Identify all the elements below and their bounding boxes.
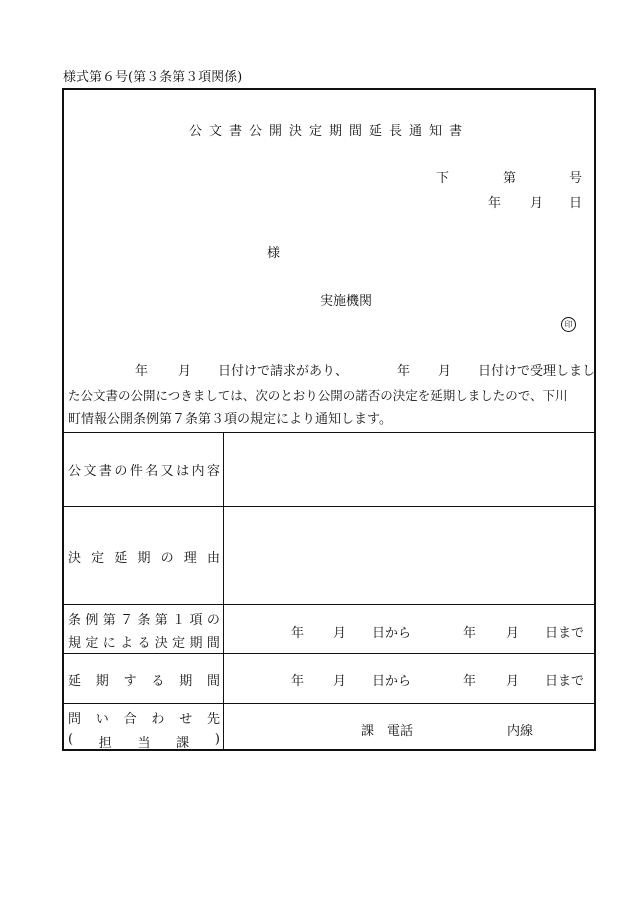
notice-form: 公文書公開決定期間延長通知書 下 第 号 年 月 日 様 実施機関 印 年 月 日付けで請求があり、 年 月 日付けで受理しまし た公文書の公開につきましては、次のとおり公開の諾否の決定を延期しましたので、下川 町情報公開条例第７条第３項の規定により通知します。 公 文 書 の 件 名 又 は 内 容 決 定 延 期 の 理 由 条 例 第 ７ 条 第 １ 項 の 規 定 に よ る 決 定 期 間 延 期 す る 期 間 問 い 合 わ せ 先 ( 担 当 課 ) 年 月 日から 年 月 日まで 年 月 日から 年 月 日まで 課 電話 内線 — [62, 88, 596, 751]
rule-2 — [64, 604, 594, 605]
extension-label: 延 期 す る 期 間 — [68, 674, 220, 689]
table-top-rule — [64, 432, 594, 433]
issuer-dai: 第 — [503, 171, 517, 186]
notice-body: 年 月 日付けで請求があり、 年 月 日付けで受理しまし た公文書の公開につきましては、次のとおり公開の諾否の決定を延期しましたので、下川 町情報公開条例第７条第３項の規定により通知します。 — [68, 360, 590, 432]
period-label-line-2: 規 定 に よ る 決 定 期 間 — [68, 636, 220, 651]
agency-label: 実施機関 — [320, 294, 373, 309]
contact-label-line-1: 問 い 合 わ せ 先 — [68, 712, 220, 727]
form-title: 公文書公開決定期間延長通知書 — [188, 124, 469, 139]
form-number: 様式第６号(第３条第３項関係) — [63, 70, 243, 85]
date-day: 日 — [569, 196, 583, 211]
date-month: 月 — [530, 196, 544, 211]
rule-1 — [64, 506, 594, 507]
issuer-go: 号 — [569, 171, 583, 186]
date-year: 年 — [488, 196, 502, 211]
body-line-2: た公文書の公開につきましては、次のとおり公開の諾否の決定を延期しましたので、下川 — [68, 388, 568, 403]
rule-4 — [64, 703, 594, 704]
recipient-suffix: 様 — [267, 246, 281, 261]
contact-label-line-2: ( 担 当 課 ) — [68, 732, 220, 751]
rule-3 — [64, 653, 594, 654]
issuer-prefix: 下 — [436, 171, 450, 186]
seal-mark: 印 — [561, 317, 576, 332]
body-line-3: 町情報公開条例第７条第３項の規定により通知します。 — [68, 412, 392, 427]
period-label-line-1: 条 例 第 ７ 条 第 １ 項 の — [68, 613, 220, 628]
reason-label: 決 定 延 期 の 理 由 — [68, 551, 220, 566]
doc-name-label: 公 文 書 の 件 名 又 は 内 容 — [68, 464, 220, 479]
